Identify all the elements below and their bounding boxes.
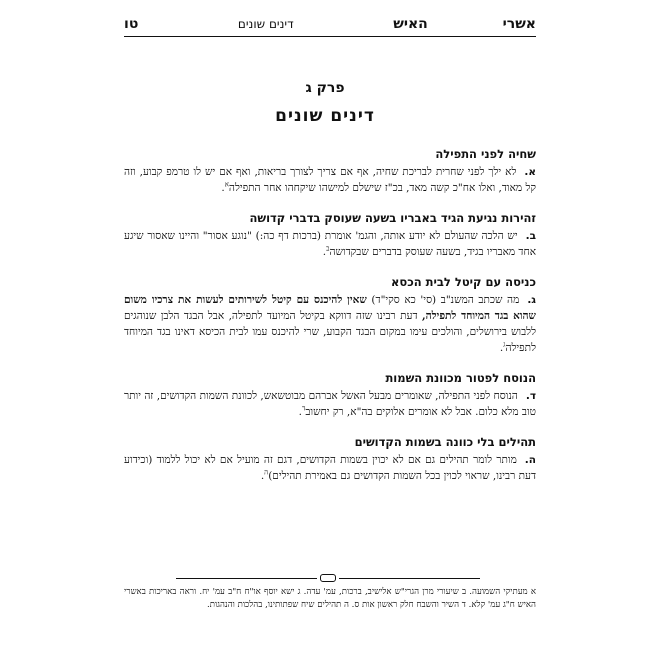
footnote-marker: ד bbox=[301, 404, 306, 413]
section-3 bbox=[124, 274, 536, 356]
footnote-marker: ה bbox=[264, 468, 269, 477]
section-letter: א. bbox=[524, 166, 536, 178]
section-heading: תהילים בלי כוונה בשמות הקדושים bbox=[354, 435, 536, 449]
footnote-marker: א bbox=[224, 180, 229, 189]
separator-line-left bbox=[339, 578, 480, 579]
ornament-icon bbox=[320, 574, 336, 582]
section-text: לא ילך לפני שחרית לבריכת שחיה, אף אם צריך לצורך בריאות, ואף אם יש לו טרמפ קבוע, וזה קל מאוד, ואלו אח"כ קשה מאד, בכ"ז שישלם למישהו שיקחהו אחר התפילה bbox=[124, 166, 536, 194]
section-paragraph: ג.מה שכתב המשנ"ב (סי' כא סקי"ד) שאין להיכנס עם קיטל לשירותים לעשות את צרכיו משום שהוא בגד המיוחד לתפילה, דעת רבינו שזה דווקא בקיטל המיועד לתפילה, אבל הבגד הלבן שנוהגים ללבוש בירושלים, והולכים עימו במקום הבגד הקבוע, שרי להיכנס עמו לבית הכיסא דאינו בגד המיוחד לתפילה$^ג$. bbox=[124, 294, 536, 354]
section-2 bbox=[124, 210, 536, 260]
header-rule bbox=[124, 36, 536, 37]
header-book-title bbox=[393, 16, 536, 32]
section-4 bbox=[124, 370, 536, 420]
footnote-separator bbox=[176, 574, 480, 582]
chapter-label: פרק ג bbox=[305, 80, 345, 96]
section-text-intro: מה שכתב המשנ"ב (סי' כא סקי"ד) bbox=[371, 294, 520, 306]
footnote-marker: ב bbox=[326, 244, 330, 253]
separator-line-right bbox=[176, 578, 317, 579]
section-paragraph: א.לא ילך לפני שחרית לבריכת שחיה, אף אם צריך לצורך בריאות, ואף אם יש לו טרמפ קבוע, וזה קל מאוד, ואלו אח"כ קשה מאד, בכ"ז שישלם למישהו שיקחהו אחר התפילה$^א$. bbox=[124, 166, 536, 194]
section-heading: כניסה עם קיטל לבית הכסא bbox=[391, 275, 536, 289]
section-heading: זהירות נגיעת הגיד באבריו בשעה שעוסק בדברי קדושה bbox=[249, 211, 536, 225]
footnote-marker: ג bbox=[503, 340, 506, 349]
running-header bbox=[124, 14, 536, 34]
section-letter: ג. bbox=[527, 294, 536, 306]
header-title-word-2: האיש bbox=[393, 16, 428, 32]
section-heading: שחיה לפני התפילה bbox=[435, 147, 536, 161]
section-1 bbox=[124, 146, 536, 196]
section-text: יש הלכה שהעולם לא יודע אותה, והגמ' אומרת (ברכות דף כה:) "נוגע אסור" והיינו שאסור שיגע אחד מאבריו בגיד, בשעה שעוסק בדברים שבקדושה bbox=[124, 230, 536, 258]
footnotes: א מעתיקי השמועה. ב שיעורי מרן הגרי"ש אלישיב, ברכות, עמ' עדה. ג ישא יוסף או"ח ח"ב עמ' יח. וראה באריכות באשרי האיש ח"ג עמ' קלא. ד השיר והשבח חלק ראשון אות ס. ה תהילים שיח שפתותינו, בהלכות והנהגות. bbox=[124, 587, 536, 610]
section-paragraph: ד.הנוסח לפני התפילה, שאומרים מבעל האשל אברהם מבוטשאש, לכוונת השמות הקדושים, זה יותר טוב מלא כלום. אבל לא אומרים אלוקים בה"א, רק יחשוב$^ד$. bbox=[124, 390, 536, 418]
header-chapter-name: דינים שונים bbox=[237, 17, 294, 31]
section-letter: ד. bbox=[525, 390, 536, 402]
section-heading: הנוסח לפטור מכוונת השמות bbox=[385, 371, 536, 385]
section-text: מותר לומר תהילים גם אם לא יכוין בשמות הקדושים, דגם זה מועיל אם לא יכול ללמוד (וכידוע דעת רבינו, שראוי לכוין בכל השמות הקדושים גם באמירת תהילים) bbox=[124, 454, 536, 482]
section-letter: ה. bbox=[524, 454, 536, 466]
body-text bbox=[124, 146, 536, 498]
section-paragraph: ה.מותר לומר תהילים גם אם לא יכוין בשמות הקדושים, דגם זה מועיל אם לא יכול ללמוד (וכידוע דעת רבינו, שראוי לכוין בכל השמות הקדושים גם באמירת תהילים)$^ה$. bbox=[124, 454, 536, 482]
page-number: טו bbox=[124, 16, 139, 32]
chapter-title: דינים שונים bbox=[275, 106, 375, 126]
section-text-bold: שאין להיכנס עם קיטל לשירותים לעשות את צרכיו משום שהוא בגד המיוחד לתפילה, bbox=[124, 294, 536, 322]
header-title-word-1: אשרי bbox=[502, 16, 536, 32]
section-letter: ב. bbox=[525, 230, 536, 242]
section-text: הנוסח לפני התפילה, שאומרים מבעל האשל אברהם מבוטשאש, לכוונת השמות הקדושים, זה יותר טוב מלא כלום. אבל לא אומרים אלוקים בה"א, רק יחשוב bbox=[124, 390, 536, 418]
section-5 bbox=[124, 434, 536, 484]
section-text-rest: דעת רבינו שזה דווקא בקיטל המיועד לתפילה, אבל הבגד הלבן שנוהגים ללבוש בירושלים, והולכים עימו במקום הבגד הקבוע, שרי להיכנס עמו לבית הכיסא דאינו בגד המיוחד לתפילה bbox=[124, 310, 536, 354]
section-paragraph: ב.יש הלכה שהעולם לא יודע אותה, והגמ' אומרת (ברכות דף כה:) "נוגע אסור" והיינו שאסור שיגע אחד מאבריו בגיד, בשעה שעוסק בדברים שבקדושה$^ב$. bbox=[124, 230, 536, 258]
